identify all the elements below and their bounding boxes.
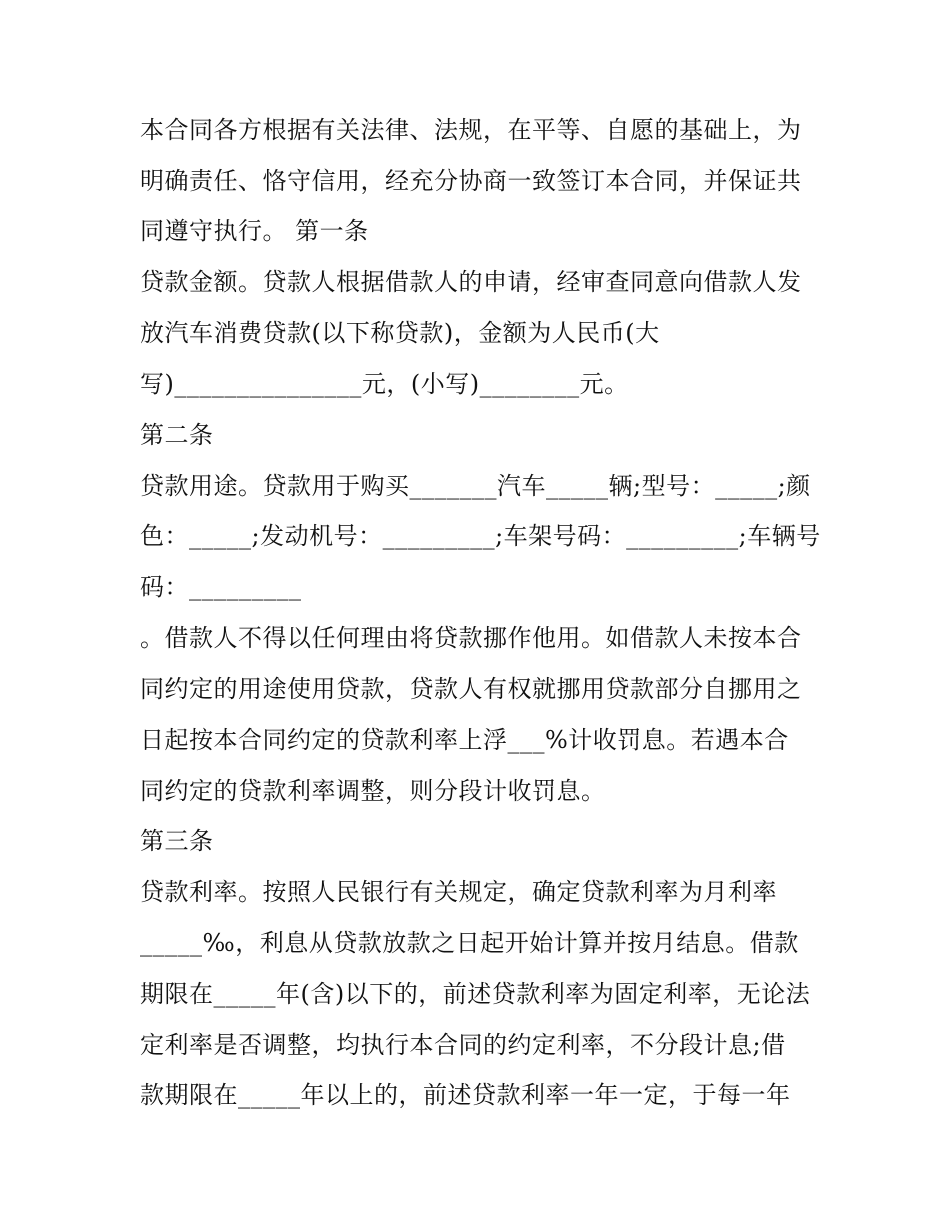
paragraph-line: 贷款金额。贷款人根据借款人的申请，经审查同意向借款人发 bbox=[140, 268, 802, 296]
paragraph-line: 。借款人不得以任何理由将贷款挪作他用。如借款人未按本合 bbox=[140, 624, 802, 652]
paragraph-line: 写)_______________元，(小写)________元。 bbox=[140, 370, 629, 398]
paragraph-line: 期限在_____年(含)以下的，前述贷款利率为固定利率，无论法 bbox=[140, 980, 811, 1008]
paragraph-line: 色：_____;发动机号：_________;车架号码：_________;车辆号 bbox=[140, 522, 821, 550]
paragraph-line: 同遵守执行。 第一条 bbox=[140, 217, 369, 245]
paragraph-line: _____‰，利息从贷款放款之日起开始计算并按月结息。借款 bbox=[140, 929, 799, 957]
paragraph-line: 日起按本合同约定的贷款利率上浮___%计收罚息。若遇本合 bbox=[140, 726, 789, 754]
paragraph-line: 同约定的贷款利率调整，则分段计收罚息。 bbox=[140, 777, 606, 805]
section-heading: 第三条 bbox=[140, 827, 214, 855]
paragraph-line: 同约定的用途使用贷款，贷款人有权就挪用贷款部分自挪用之 bbox=[140, 675, 802, 703]
paragraph-line: 贷款用途。贷款用于购买_______汽车_____辆;型号：_____;颜 bbox=[140, 472, 811, 500]
paragraph-line: 定利率是否调整，均执行本合同的约定利率，不分段计息;借 bbox=[140, 1031, 786, 1059]
paragraph-line: 放汽车消费贷款(以下称贷款)，金额为人民币(大 bbox=[140, 319, 660, 347]
paragraph-line: 本合同各方根据有关法律、法规，在平等、自愿的基础上，为 bbox=[140, 116, 802, 144]
section-heading: 第二条 bbox=[140, 421, 214, 449]
paragraph-line: 码：_________ bbox=[140, 573, 302, 601]
paragraph-line: 明确责任、恪守信用，经充分协商一致签订本合同，并保证共 bbox=[140, 167, 802, 195]
paragraph-line: 贷款利率。按照人民银行有关规定，确定贷款利率为月利率 bbox=[140, 878, 777, 906]
paragraph-line: 款期限在_____年以上的，前述贷款利率一年一定，于每一年 bbox=[140, 1081, 791, 1109]
